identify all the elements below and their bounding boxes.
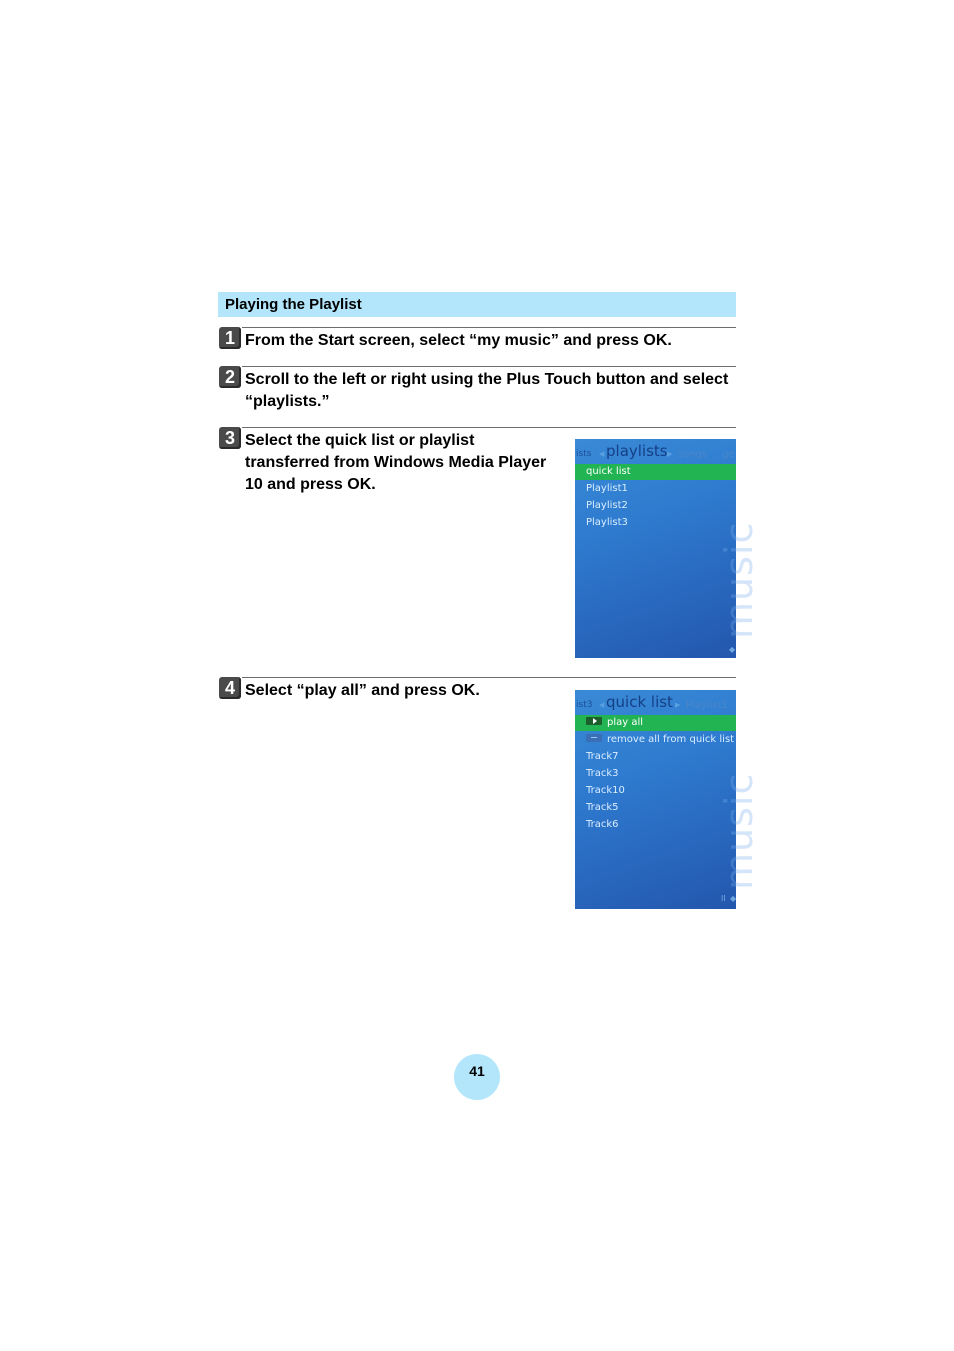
list-item-track5[interactable]: Track5	[586, 802, 619, 813]
list-item-track7[interactable]: Track7	[586, 751, 619, 762]
music-watermark: music	[717, 521, 761, 639]
step-2-rule	[242, 366, 736, 367]
screen-2-header	[575, 690, 736, 714]
left-arrow-icon: ◀	[599, 701, 605, 709]
step-4-text: Select “play all” and press OK.	[245, 682, 480, 699]
remove-icon	[586, 734, 602, 742]
step-1-number: 1	[219, 327, 241, 349]
right-arrow-icon: ▶	[667, 450, 673, 458]
list-item-track10[interactable]: Track10	[586, 785, 625, 796]
screen-1-header-next: songs	[678, 449, 708, 460]
step-1-rule	[242, 327, 736, 328]
step-4-number: 4	[219, 677, 241, 699]
list-item-playlist1[interactable]: Playlist1	[586, 483, 628, 494]
list-item-track6[interactable]: Track6	[586, 819, 619, 830]
step-3-text	[245, 430, 546, 496]
step-3-line-2: transferred from Windows Media Player	[245, 454, 547, 471]
step-3-rule	[242, 427, 736, 428]
screen-1-header-far: ge	[722, 449, 735, 460]
section-title-bar	[218, 292, 736, 317]
status-icon: ◆	[730, 894, 737, 903]
step-3-line-1: Select the quick list or playlist	[245, 432, 475, 449]
list-item-playlist3[interactable]: Playlist3	[586, 517, 628, 528]
step-2-line-1: Scroll to the left or right using the Plus Touch button and select	[245, 371, 729, 388]
step-2-number: 2	[219, 366, 241, 388]
step-2-text	[245, 369, 728, 413]
pause-icon: II	[721, 894, 726, 903]
right-arrow-icon: ▶	[675, 701, 681, 709]
list-item-label: remove all from quick list	[607, 734, 735, 745]
step-1-text: From the Start screen, select “my music” and press OK.	[245, 332, 672, 349]
list-item-quick-list[interactable]: quick list	[575, 464, 736, 480]
status-icon: ◆	[729, 645, 736, 654]
screen-2-header-current: quick list	[606, 693, 673, 711]
screen-2-header-next: Playlist1	[686, 700, 728, 711]
list-item-playlist2[interactable]: Playlist2	[586, 500, 628, 511]
list-item-label: play all	[607, 717, 644, 728]
screen-1-header-current: playlists	[606, 442, 668, 460]
screen-1-header-prev: ists	[576, 449, 592, 459]
play-icon	[586, 717, 602, 725]
list-item-track3[interactable]: Track3	[586, 768, 619, 779]
playlists-screen	[575, 439, 761, 658]
screen-2-header-prev: ist3	[576, 700, 593, 710]
page-number: 41	[454, 1054, 500, 1100]
step-3-number: 3	[219, 427, 241, 449]
music-watermark: music	[717, 772, 761, 890]
list-item-play-all[interactable]	[575, 715, 736, 731]
step-4-rule	[242, 677, 736, 678]
step-3-line-3: 10 and press OK.	[245, 476, 376, 493]
list-item-remove-all[interactable]	[575, 732, 736, 748]
quick-list-screen	[575, 690, 761, 909]
screen-1-header	[575, 439, 736, 463]
step-2-line-2: “playlists.”	[245, 393, 330, 410]
section-title: Playing the Playlist	[225, 296, 362, 313]
left-arrow-icon: ◀	[599, 450, 605, 458]
